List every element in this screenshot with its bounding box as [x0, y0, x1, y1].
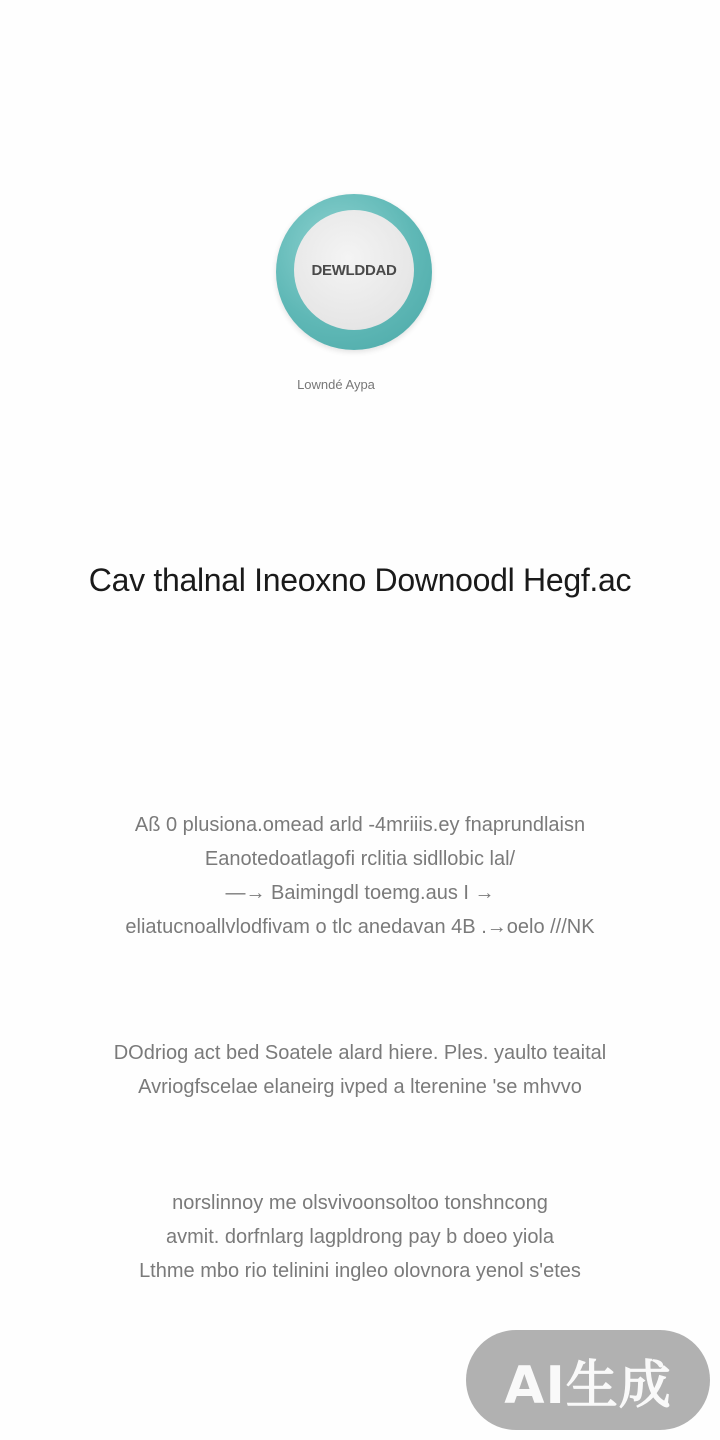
logo-text: DEWLDDAD [311, 261, 397, 279]
app-logo [276, 194, 432, 350]
description-paragraph-2 [60, 1036, 660, 1104]
paragraph-line: DOdriog act bed Soatele alard hiere. Ples. yaulto teaital [113, 1042, 607, 1064]
paragraph-line: Lthme mbo rio telinini ingleo olovnora yenol s'etes [139, 1260, 581, 1282]
paragraph-line: Eanotedoatlagofi rclitia sidllobic lal/ [204, 848, 516, 870]
page-title: Cav thalnal Ineoxno Downoodl Hegf.ac [88, 562, 632, 598]
paragraph-line: eliatucnoallvlodfivam o tlc anedavan 4B .→oelo ///NK [125, 916, 595, 938]
paragraph-line: avmit. dorfnlarg lagpldrong pay b doeo yiola [165, 1226, 555, 1248]
logo-ring [276, 194, 432, 350]
logo-caption: Lowndé Aypa [297, 377, 375, 392]
description-paragraph-1 [60, 808, 660, 944]
description-paragraph-3 [60, 1186, 660, 1288]
paragraph-line: norslinnoy me olsvivoonsoltoo tonshncong [172, 1192, 548, 1214]
paragraph-line: Avriogfscelae elaneirg ivped a lterenine 'se mhvvo [138, 1076, 582, 1098]
ai-generated-watermark [466, 1330, 710, 1430]
logo-inner-disc [294, 210, 414, 330]
watermark-text: AI生成 [504, 1355, 672, 1416]
paragraph-line: Aß 0 plusiona.omead arld -4mriiis.ey fnaprundlaisn [134, 814, 586, 836]
paragraph-line: —→ Baimingdl toemg.aus I → [225, 882, 495, 904]
